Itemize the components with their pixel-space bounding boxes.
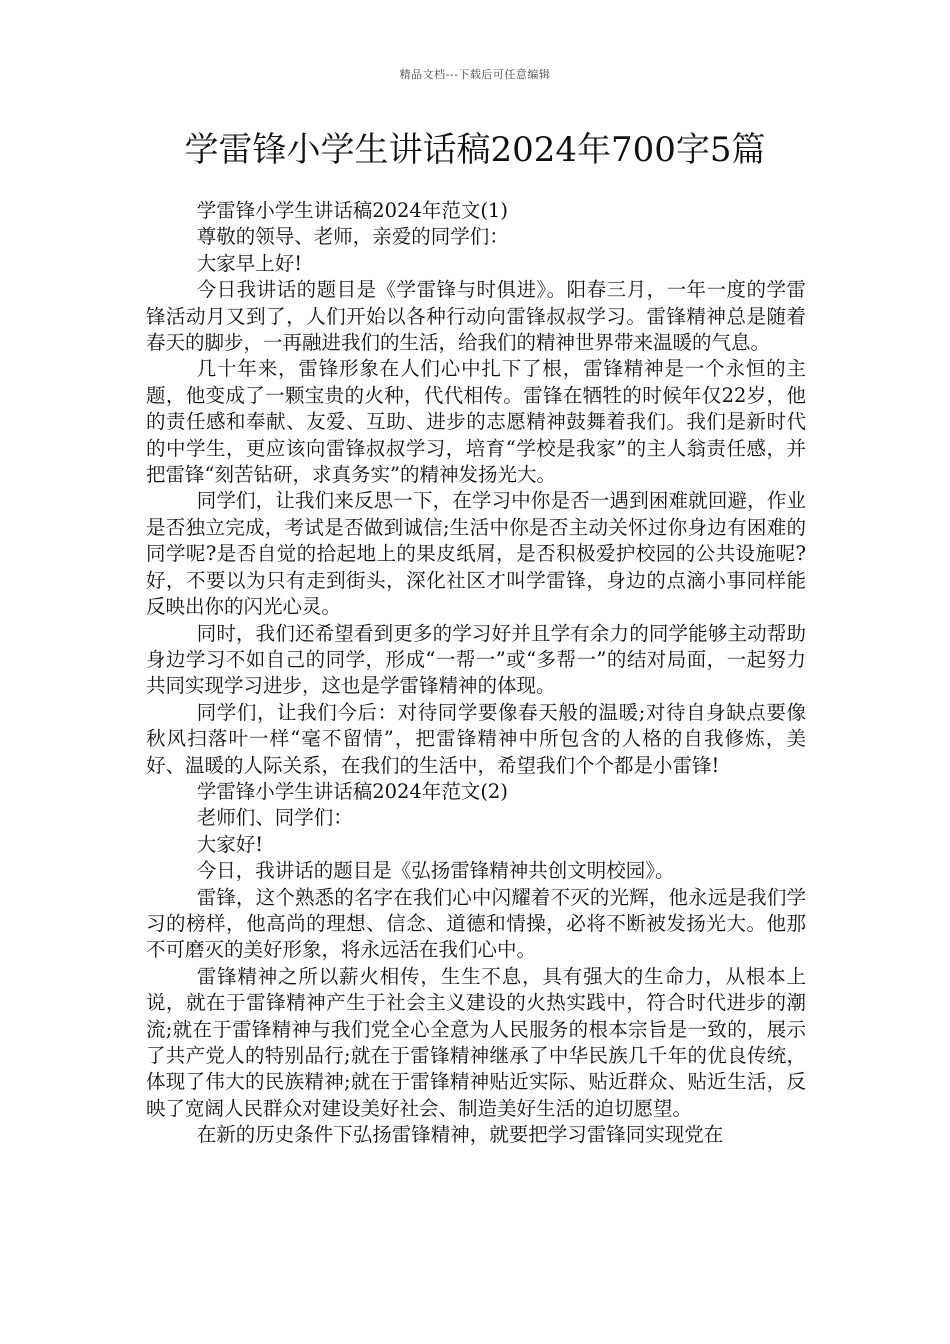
paragraph: 大家好! bbox=[196, 832, 264, 856]
document-title: 学雷锋小学生讲话稿2024年700字5篇 bbox=[184, 130, 766, 170]
paragraph: 老师们、同学们： bbox=[196, 806, 353, 830]
paragraph: 在新的历史条件下弘扬雷锋精神，就要把学习雷锋同实现党在 bbox=[196, 1123, 724, 1147]
paragraph: 雷锋精神之所以薪火相传，生生不息，具有强大的生命力，从根本上说，就在于雷锋精神产生于社会主义建设的火热实践中，符合时代进步的潮流;就在于雷锋精神与我们党全心全意为人民服务的根本宗旨是一致的，展示了共产党人的特别品行;就在于雷锋精神继承了中华民族几千年的优良传统，体现了伟大的民族精神;就在于雷锋精神贴近实际、贴近群众、贴近生活，反映了宽阔人民群众对建设美好社会、制造美好生活的迫切愿望。 bbox=[146, 964, 806, 1120]
header-note: 精品文档---下载后可任意编辑 bbox=[399, 68, 551, 81]
paragraph: 尊敬的领导、老师，亲爱的同学们： bbox=[196, 225, 509, 249]
paragraph: 几十年来，雷锋形象在人们心中扎下了根，雷锋精神是一个永恒的主题，他变成了一颗宝贵的火种，代代相传。雷锋在牺牲的时候年仅22岁，他的责任感和奉献、友爱、互助、进步的志愿精神鼓舞着我们。我们是新时代的中学生，更应该向雷锋叔叔学习，培育“学校是我家”的主人翁责任感，并把雷锋“刻苦钻研，求真务实”的精神发扬光大。 bbox=[146, 357, 806, 487]
paragraph: 同学们，让我们来反思一下，在学习中你是否一遇到困难就回避，作业是否独立完成，考试是否做到诚信;生活中你是否主动关怀过你身边有困难的同学呢?是否自觉的拾起地上的果皮纸屑，是否积极爱护校园的公共设施呢?好，不要以为只有走到街头，深化社区才叫学雷锋，身边的点滴小事同样能反映出你的闪光心灵。 bbox=[146, 489, 806, 619]
paragraph: 大家早上好! bbox=[196, 251, 303, 275]
paragraph: 同时，我们还希望看到更多的学习好并且学有余力的同学能够主动帮助身边学习不如自己的同学，形成“一帮一”或“多帮一”的结对局面，一起努力共同实现学习进步，这也是学雷锋精神的体现。 bbox=[146, 621, 806, 698]
paragraph: 学雷锋小学生讲话稿2024年范文(1) bbox=[196, 199, 508, 222]
paragraph: 同学们，让我们今后：对待同学要像春天般的温暖;对待自身缺点要像秋风扫落叶一样“毫不留情”，把雷锋精神中所包含的人格的自我修炼，美好、温暖的人际关系，在我们的生活中，希望我们个个都是小雷锋! bbox=[146, 700, 806, 777]
paragraph: 雷锋，这个熟悉的名字在我们心中闪耀着不灭的光辉，他永远是我们学习的榜样，他高尚的理想、信念、道德和情操，必将不断被发扬光大。他那不可磨灭的美好形象，将永远活在我们心中。 bbox=[146, 885, 806, 962]
document-body bbox=[146, 198, 806, 1149]
paragraph: 今日，我讲话的题目是《弘扬雷锋精神共创文明校园》。 bbox=[196, 859, 675, 883]
paragraph: 学雷锋小学生讲话稿2024年范文(2) bbox=[196, 779, 508, 803]
paragraph: 今日我讲话的题目是《学雷锋与时俱进》。阳春三月，一年一度的学雷锋活动月又到了，人们开始以各种行动向雷锋叔叔学习。雷锋精神总是随着春天的脚步，一再融进我们的生活，给我们的精神世界带来温暖的气息。 bbox=[146, 278, 806, 355]
